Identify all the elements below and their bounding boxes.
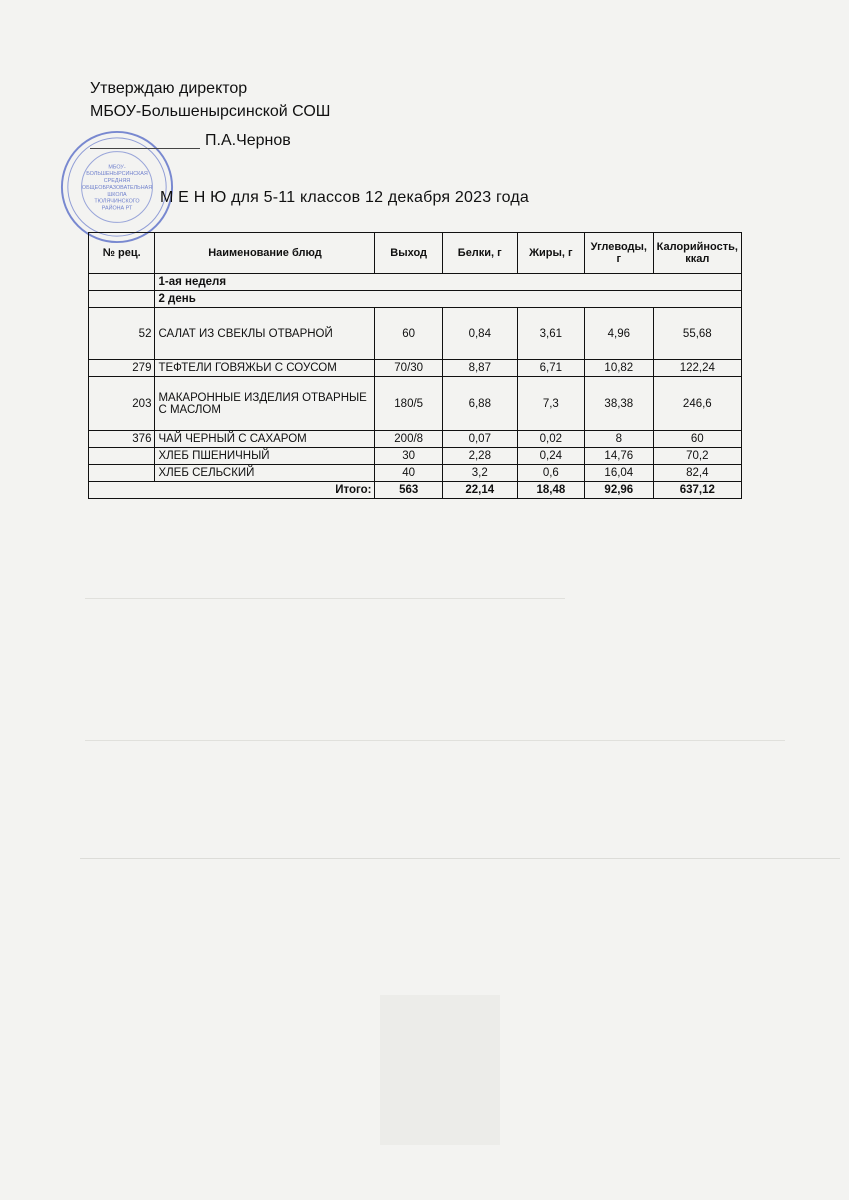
total-row xyxy=(89,482,742,499)
table-row xyxy=(89,448,742,465)
cell-out: 30 xyxy=(375,448,442,465)
cell-name: МАКАРОННЫЕ ИЗДЕЛИЯ ОТВАРНЫЕ С МАСЛОМ xyxy=(155,377,375,431)
seal-text-line: ШКОЛА xyxy=(107,191,127,198)
signature-line xyxy=(90,148,200,149)
table-row xyxy=(89,308,742,360)
cell-name: ХЛЕБ ПШЕНИЧНЫЙ xyxy=(155,448,375,465)
table-row xyxy=(89,431,742,448)
seal-text-line: СРЕДНЯЯ xyxy=(103,178,131,185)
total-out: 563 xyxy=(375,482,442,499)
cell-rec xyxy=(89,448,155,465)
cell-fat: 3,61 xyxy=(517,308,584,360)
cell-out: 40 xyxy=(375,465,442,482)
cell-out: 200/8 xyxy=(375,431,442,448)
seal-text-line: ОБЩЕОБРАЗОВАТЕЛЬНАЯ xyxy=(81,184,153,191)
table-row xyxy=(89,360,742,377)
cell-rec: 279 xyxy=(89,360,155,377)
col-header-carb: Углеводы, г xyxy=(585,233,654,274)
cell-kcal: 70,2 xyxy=(653,448,741,465)
approval-line: Утверждаю директор xyxy=(90,80,248,97)
cell-carb: 14,76 xyxy=(585,448,654,465)
cell-kcal: 60 xyxy=(653,431,741,448)
menu-title: М Е Н Ю для 5-11 классов 12 декабря 2023 года xyxy=(160,189,530,206)
total-carb: 92,96 xyxy=(585,482,654,499)
cell-prot: 0,07 xyxy=(442,431,517,448)
school-seal xyxy=(58,128,176,246)
cell-prot: 0,84 xyxy=(442,308,517,360)
bleed-through-rule xyxy=(80,858,840,859)
cell-prot: 8,87 xyxy=(442,360,517,377)
cell-carb: 10,82 xyxy=(585,360,654,377)
seal-text-line: ТЮЛЯЧИНСКОГО xyxy=(94,198,140,205)
cell-kcal: 246,6 xyxy=(653,377,741,431)
day-label: 2 день xyxy=(155,291,742,308)
cell-name: ХЛЕБ СЕЛЬСКИЙ xyxy=(155,465,375,482)
cell-rec: 52 xyxy=(89,308,155,360)
cell-out: 70/30 xyxy=(375,360,442,377)
cell-kcal: 82,4 xyxy=(653,465,741,482)
cell-prot: 6,88 xyxy=(442,377,517,431)
col-header-name: Наименование блюд xyxy=(155,233,375,274)
table-header-row xyxy=(89,233,742,274)
cell-fat: 6,71 xyxy=(517,360,584,377)
day-row xyxy=(89,291,742,308)
menu-table xyxy=(88,232,742,499)
cell-rec: 203 xyxy=(89,377,155,431)
cell-name: ТЕФТЕЛИ ГОВЯЖЬИ С СОУСОМ xyxy=(155,360,375,377)
cell-prot: 3,2 xyxy=(442,465,517,482)
seal-text-line: БОЛЬШЕНЫРСИНСКАЯ xyxy=(86,171,148,178)
cell-carb: 8 xyxy=(585,431,654,448)
cell-kcal: 122,24 xyxy=(653,360,741,377)
bleed-through-stamp xyxy=(380,995,500,1145)
director-name: П.А.Чернов xyxy=(205,132,291,149)
table-row xyxy=(89,377,742,431)
cell-kcal: 55,68 xyxy=(653,308,741,360)
school-name: МБОУ-Большенырсинской СОШ xyxy=(90,103,331,120)
seal-text-line: МБОУ- xyxy=(108,164,126,171)
bleed-through-rule xyxy=(85,598,565,599)
total-label: Итого: xyxy=(89,482,375,499)
cell-carb: 4,96 xyxy=(585,308,654,360)
cell-carb: 38,38 xyxy=(585,377,654,431)
col-header-out: Выход xyxy=(375,233,442,274)
seal-text-line: РАЙОНА РТ xyxy=(101,205,133,212)
total-fat: 18,48 xyxy=(517,482,584,499)
cell-name: САЛАТ ИЗ СВЕКЛЫ ОТВАРНОЙ xyxy=(155,308,375,360)
col-header-rec: № рец. xyxy=(89,233,155,274)
bleed-through-rule xyxy=(85,740,785,741)
cell-fat: 7,3 xyxy=(517,377,584,431)
cell-carb: 16,04 xyxy=(585,465,654,482)
cell-name: ЧАЙ ЧЕРНЫЙ С САХАРОМ xyxy=(155,431,375,448)
col-header-kcal: Калорийность, ккал xyxy=(653,233,741,274)
cell-prot: 2,28 xyxy=(442,448,517,465)
week-row xyxy=(89,274,742,291)
table-row xyxy=(89,465,742,482)
col-header-prot: Белки, г xyxy=(442,233,517,274)
cell-fat: 0,6 xyxy=(517,465,584,482)
cell-fat: 0,24 xyxy=(517,448,584,465)
cell-rec xyxy=(89,465,155,482)
total-prot: 22,14 xyxy=(442,482,517,499)
week-label: 1-ая неделя xyxy=(155,274,742,291)
cell-rec: 376 xyxy=(89,431,155,448)
cell-out: 60 xyxy=(375,308,442,360)
total-kcal: 637,12 xyxy=(653,482,741,499)
col-header-fat: Жиры, г xyxy=(517,233,584,274)
cell-out: 180/5 xyxy=(375,377,442,431)
cell-fat: 0,02 xyxy=(517,431,584,448)
